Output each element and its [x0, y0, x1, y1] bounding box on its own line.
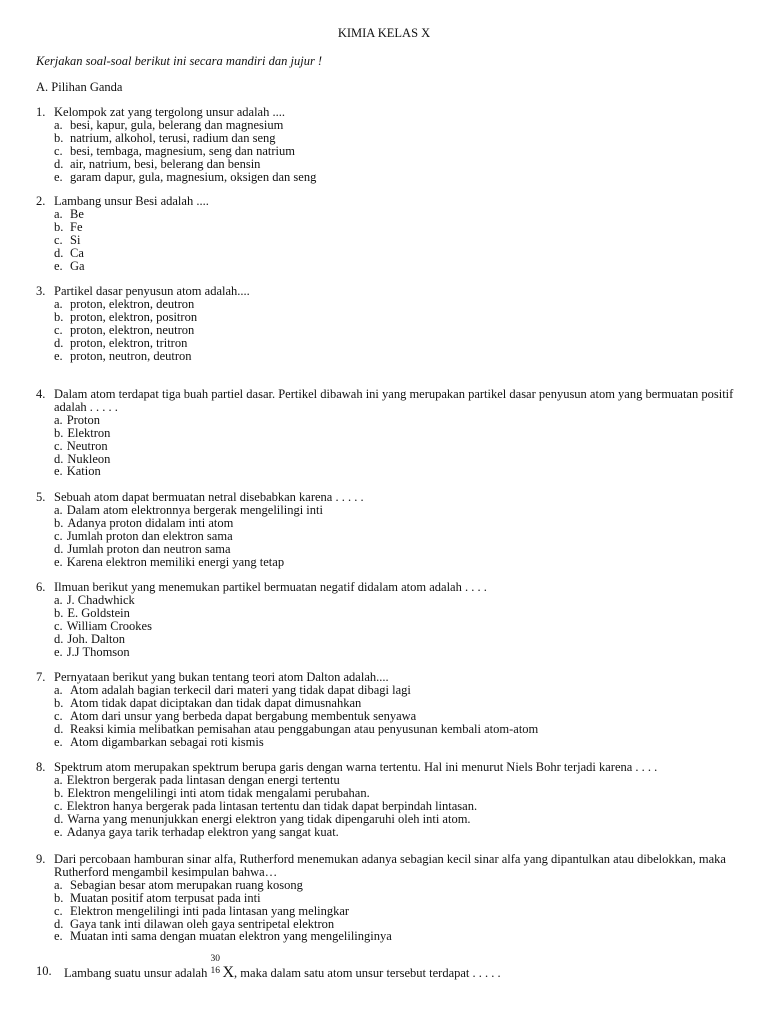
option-letter: a. — [54, 592, 63, 607]
option-letter: d. — [54, 335, 64, 350]
page-title: KIMIA KELAS X — [337, 26, 431, 40]
option-text: Reaksi kimia melibatkan pemisahan atau penggabungan atau penyusunan kembali atom-atom — [70, 721, 539, 736]
option-c — [54, 710, 738, 723]
option-text: Elektron mengelilingi inti pada lintasan yang melingkar — [70, 903, 350, 918]
mass-number: 30 — [210, 954, 220, 964]
option-text: Adanya proton didalam inti atom — [67, 515, 234, 530]
option-text: Dalam atom elektronnya bergerak mengelilingi inti — [66, 502, 323, 517]
option-list — [36, 298, 738, 363]
option-letter: a. — [54, 117, 63, 132]
option-c — [54, 800, 738, 813]
option-letter: d. — [54, 721, 64, 736]
option-letter: d. — [54, 916, 64, 931]
option-b — [54, 697, 738, 710]
question-number: 2. — [36, 194, 46, 208]
option-letter: e. — [54, 554, 63, 569]
question-number: 4. — [36, 387, 46, 401]
option-letter: c. — [54, 528, 63, 543]
question-stem: Sebuah atom dapat bermuatan netral disebabkan karena . . . . . — [54, 490, 364, 504]
option-text: Elektron — [67, 425, 111, 440]
option-c — [54, 620, 738, 633]
question-7 — [36, 671, 738, 748]
option-text: Adanya gaya tarik terhadap elektron yang sangat kuat. — [66, 824, 339, 839]
option-text: Muatan inti sama dengan muatan elektron yang mengelilinginya — [70, 929, 392, 944]
option-e — [54, 646, 738, 659]
option-b — [54, 427, 738, 440]
option-e — [54, 171, 738, 184]
option-c — [54, 145, 738, 158]
option-text: Be — [70, 206, 84, 221]
option-text: Gaya tank inti dilawan oleh gaya sentripetal elektron — [70, 916, 335, 931]
question-number: 3. — [36, 284, 46, 298]
option-d — [54, 247, 738, 260]
option-letter: e. — [54, 734, 63, 749]
option-list — [36, 414, 738, 479]
question-2 — [36, 195, 738, 272]
question-4 — [36, 388, 738, 478]
option-c — [54, 530, 738, 543]
section-heading: A. Pilihan Ganda — [36, 80, 123, 94]
question-number: 5. — [36, 490, 46, 504]
option-letter: e. — [54, 644, 63, 659]
option-text: Neutron — [66, 438, 108, 453]
instruction-text: Kerjakan soal-soal berikut ini secara mandiri dan jujur ! — [36, 54, 323, 68]
option-b — [54, 607, 738, 620]
option-letter: a. — [54, 412, 63, 427]
option-text: proton, elektron, neutron — [70, 322, 195, 337]
option-text: Proton — [66, 412, 101, 427]
option-letter: b. — [54, 785, 64, 800]
option-text: Ga — [70, 258, 85, 273]
question-3 — [36, 285, 738, 362]
question-stem — [64, 954, 738, 981]
question-number: 7. — [36, 670, 46, 684]
option-text: garam dapur, gula, magnesium, oksigen dan seng — [70, 169, 317, 184]
option-d — [54, 813, 738, 826]
question-stem: Dari percobaan hamburan sinar alfa, Rutherford menemukan adanya sebagian kecil sinar alfa yang dipantulkan atau dibelokkan, maka Rutherford mengambil kesimpulan bahwa… — [54, 852, 726, 879]
question-stem: Pernyataan berikut yang bukan tentang teori atom Dalton adalah.... — [54, 670, 389, 684]
option-b — [54, 787, 738, 800]
question-6 — [36, 581, 738, 658]
option-b — [54, 311, 738, 324]
question-5 — [36, 491, 738, 568]
question-number: 6. — [36, 580, 46, 594]
option-list — [36, 879, 738, 944]
option-text: air, natrium, besi, belerang dan bensin — [70, 156, 261, 171]
option-letter: c. — [54, 618, 63, 633]
option-letter: c. — [54, 438, 63, 453]
option-text: proton, neutron, deutron — [70, 348, 192, 363]
option-text: Atom tidak dapat diciptakan dan tidak dapat dimusnahkan — [70, 695, 362, 710]
option-a — [54, 774, 738, 787]
option-letter: b. — [54, 605, 64, 620]
option-letter: a. — [54, 772, 63, 787]
stem-before: Lambang suatu unsur adalah — [64, 966, 211, 980]
option-text: proton, elektron, tritron — [70, 335, 188, 350]
option-list — [36, 684, 738, 749]
option-e — [54, 930, 738, 943]
option-d — [54, 723, 738, 736]
option-text: J.J Thomson — [66, 644, 130, 659]
option-c — [54, 234, 738, 247]
option-text: Jumlah proton dan elektron sama — [66, 528, 233, 543]
option-text: Ca — [70, 245, 84, 260]
option-text: William Crookes — [66, 618, 152, 633]
option-e — [54, 736, 738, 749]
option-letter: d. — [54, 245, 64, 260]
option-letter: e. — [54, 169, 63, 184]
option-list — [36, 119, 738, 184]
option-text: Karena elektron memiliki energi yang tetap — [66, 554, 285, 569]
option-letter: d. — [54, 156, 64, 171]
question-1 — [36, 106, 738, 183]
option-b — [54, 517, 738, 530]
option-c — [54, 324, 738, 337]
option-text: Atom digambarkan sebagai roti kismis — [70, 734, 264, 749]
question-stem: Lambang unsur Besi adalah .... — [54, 194, 209, 208]
option-list — [36, 774, 738, 839]
option-letter: c. — [54, 798, 63, 813]
question-9 — [36, 853, 738, 943]
option-letter: b. — [54, 130, 64, 145]
option-text: Kation — [66, 464, 101, 479]
option-text: Muatan positif atom terpusat pada inti — [70, 890, 261, 905]
option-letter: d. — [54, 811, 64, 826]
option-d — [54, 633, 738, 646]
option-letter: b. — [54, 515, 64, 530]
option-text: Elektron mengelilingi inti atom tidak mengalami perubahan. — [67, 785, 370, 800]
option-text: proton, elektron, deutron — [70, 296, 195, 311]
option-letter: b. — [54, 890, 64, 905]
option-letter: c. — [54, 232, 63, 247]
option-letter: c. — [54, 708, 63, 723]
option-text: natrium, alkohol, terusi, radium dan seng — [70, 130, 276, 145]
question-number: 10. — [36, 964, 52, 978]
option-text: Elektron hanya bergerak pada lintasan tertentu dan tidak dapat berpindah lintasan. — [66, 798, 478, 813]
option-e — [54, 465, 738, 478]
option-letter: a. — [54, 206, 63, 221]
question-stem: Partikel dasar penyusun atom adalah.... — [54, 284, 250, 298]
option-letter: a. — [54, 296, 63, 311]
option-letter: d. — [54, 451, 64, 466]
option-list — [36, 208, 738, 273]
option-text: Si — [70, 232, 81, 247]
option-d — [54, 543, 738, 556]
option-letter: a. — [54, 877, 63, 892]
option-letter: b. — [54, 219, 64, 234]
option-text: Nukleon — [67, 451, 111, 466]
option-text: J. Chadwhick — [66, 592, 135, 607]
option-letter: e. — [54, 348, 63, 363]
option-letter: b. — [54, 695, 64, 710]
option-letter: a. — [54, 682, 63, 697]
option-text: Atom dari unsur yang berbeda dapat bergabung membentuk senyawa — [70, 708, 417, 723]
option-list — [36, 504, 738, 569]
option-letter: d. — [54, 541, 64, 556]
option-d — [54, 337, 738, 350]
option-text: Joh. Dalton — [67, 631, 126, 646]
option-text: besi, tembaga, magnesium, seng dan natrium — [70, 143, 295, 158]
option-b — [54, 132, 738, 145]
option-letter: e. — [54, 258, 63, 273]
element-symbol: X — [222, 964, 235, 981]
option-d — [54, 158, 738, 171]
option-e — [54, 556, 738, 569]
atomic-number: 16 — [210, 966, 220, 976]
option-e — [54, 260, 738, 273]
option-a — [54, 879, 738, 892]
question-stem: Spektrum atom merupakan spektrum berupa garis dengan warna tertentu. Hal ini menurut Niels Bohr terjadi karena . . . . — [54, 760, 658, 774]
question-8 — [36, 761, 738, 838]
option-text: Sebagian besar atom merupakan ruang kosong — [70, 877, 303, 892]
option-d — [54, 453, 738, 466]
option-a — [54, 504, 738, 517]
option-letter: c. — [54, 322, 63, 337]
option-list — [36, 594, 738, 659]
question-stem: Ilmuan berikut yang menemukan partikel bermuatan negatif didalam atom adalah . . . . — [54, 580, 487, 594]
nuclide-notation — [210, 954, 222, 977]
option-b — [54, 221, 738, 234]
option-letter: c. — [54, 143, 63, 158]
option-c — [54, 440, 738, 453]
option-e — [54, 350, 738, 363]
option-letter: b. — [54, 309, 64, 324]
question-10 — [36, 954, 738, 981]
option-letter: a. — [54, 502, 63, 517]
option-text: Warna yang menunjukkan energi elektron yang tidak dipengaruhi oleh inti atom. — [67, 811, 471, 826]
option-a — [54, 594, 738, 607]
option-text: E. Goldstein — [67, 605, 130, 620]
question-stem: Dalam atom terdapat tiga buah partiel dasar. Pertikel dibawah ini yang merupakan partikel dasar penyusun atom yang bermuatan positif adalah . . . . . — [54, 387, 734, 414]
question-number: 9. — [36, 852, 46, 866]
option-letter: d. — [54, 631, 64, 646]
option-b — [54, 892, 738, 905]
option-letter: e. — [54, 464, 63, 479]
option-a — [54, 684, 738, 697]
option-a — [54, 414, 738, 427]
option-text: Elektron bergerak pada lintasan dengan energi tertentu — [66, 772, 340, 787]
option-c — [54, 905, 738, 918]
option-text: proton, elektron, positron — [70, 309, 198, 324]
question-stem: Kelompok zat yang tergolong unsur adalah .... — [54, 105, 285, 119]
option-a — [54, 298, 738, 311]
option-a — [54, 119, 738, 132]
stem-after: , maka dalam satu atom unsur tersebut terdapat . . . . . — [234, 966, 501, 980]
option-letter: b. — [54, 425, 64, 440]
question-number: 8. — [36, 760, 46, 774]
option-letter: e. — [54, 824, 63, 839]
question-number: 1. — [36, 105, 46, 119]
option-e — [54, 826, 738, 839]
option-text: Atom adalah bagian terkecil dari materi yang tidak dapat dibagi lagi — [70, 682, 411, 697]
option-text: Jumlah proton dan neutron sama — [67, 541, 231, 556]
option-text: Fe — [70, 219, 83, 234]
option-letter: c. — [54, 903, 63, 918]
option-text: besi, kapur, gula, belerang dan magnesium — [70, 117, 284, 132]
option-letter: e. — [54, 929, 63, 944]
option-a — [54, 208, 738, 221]
